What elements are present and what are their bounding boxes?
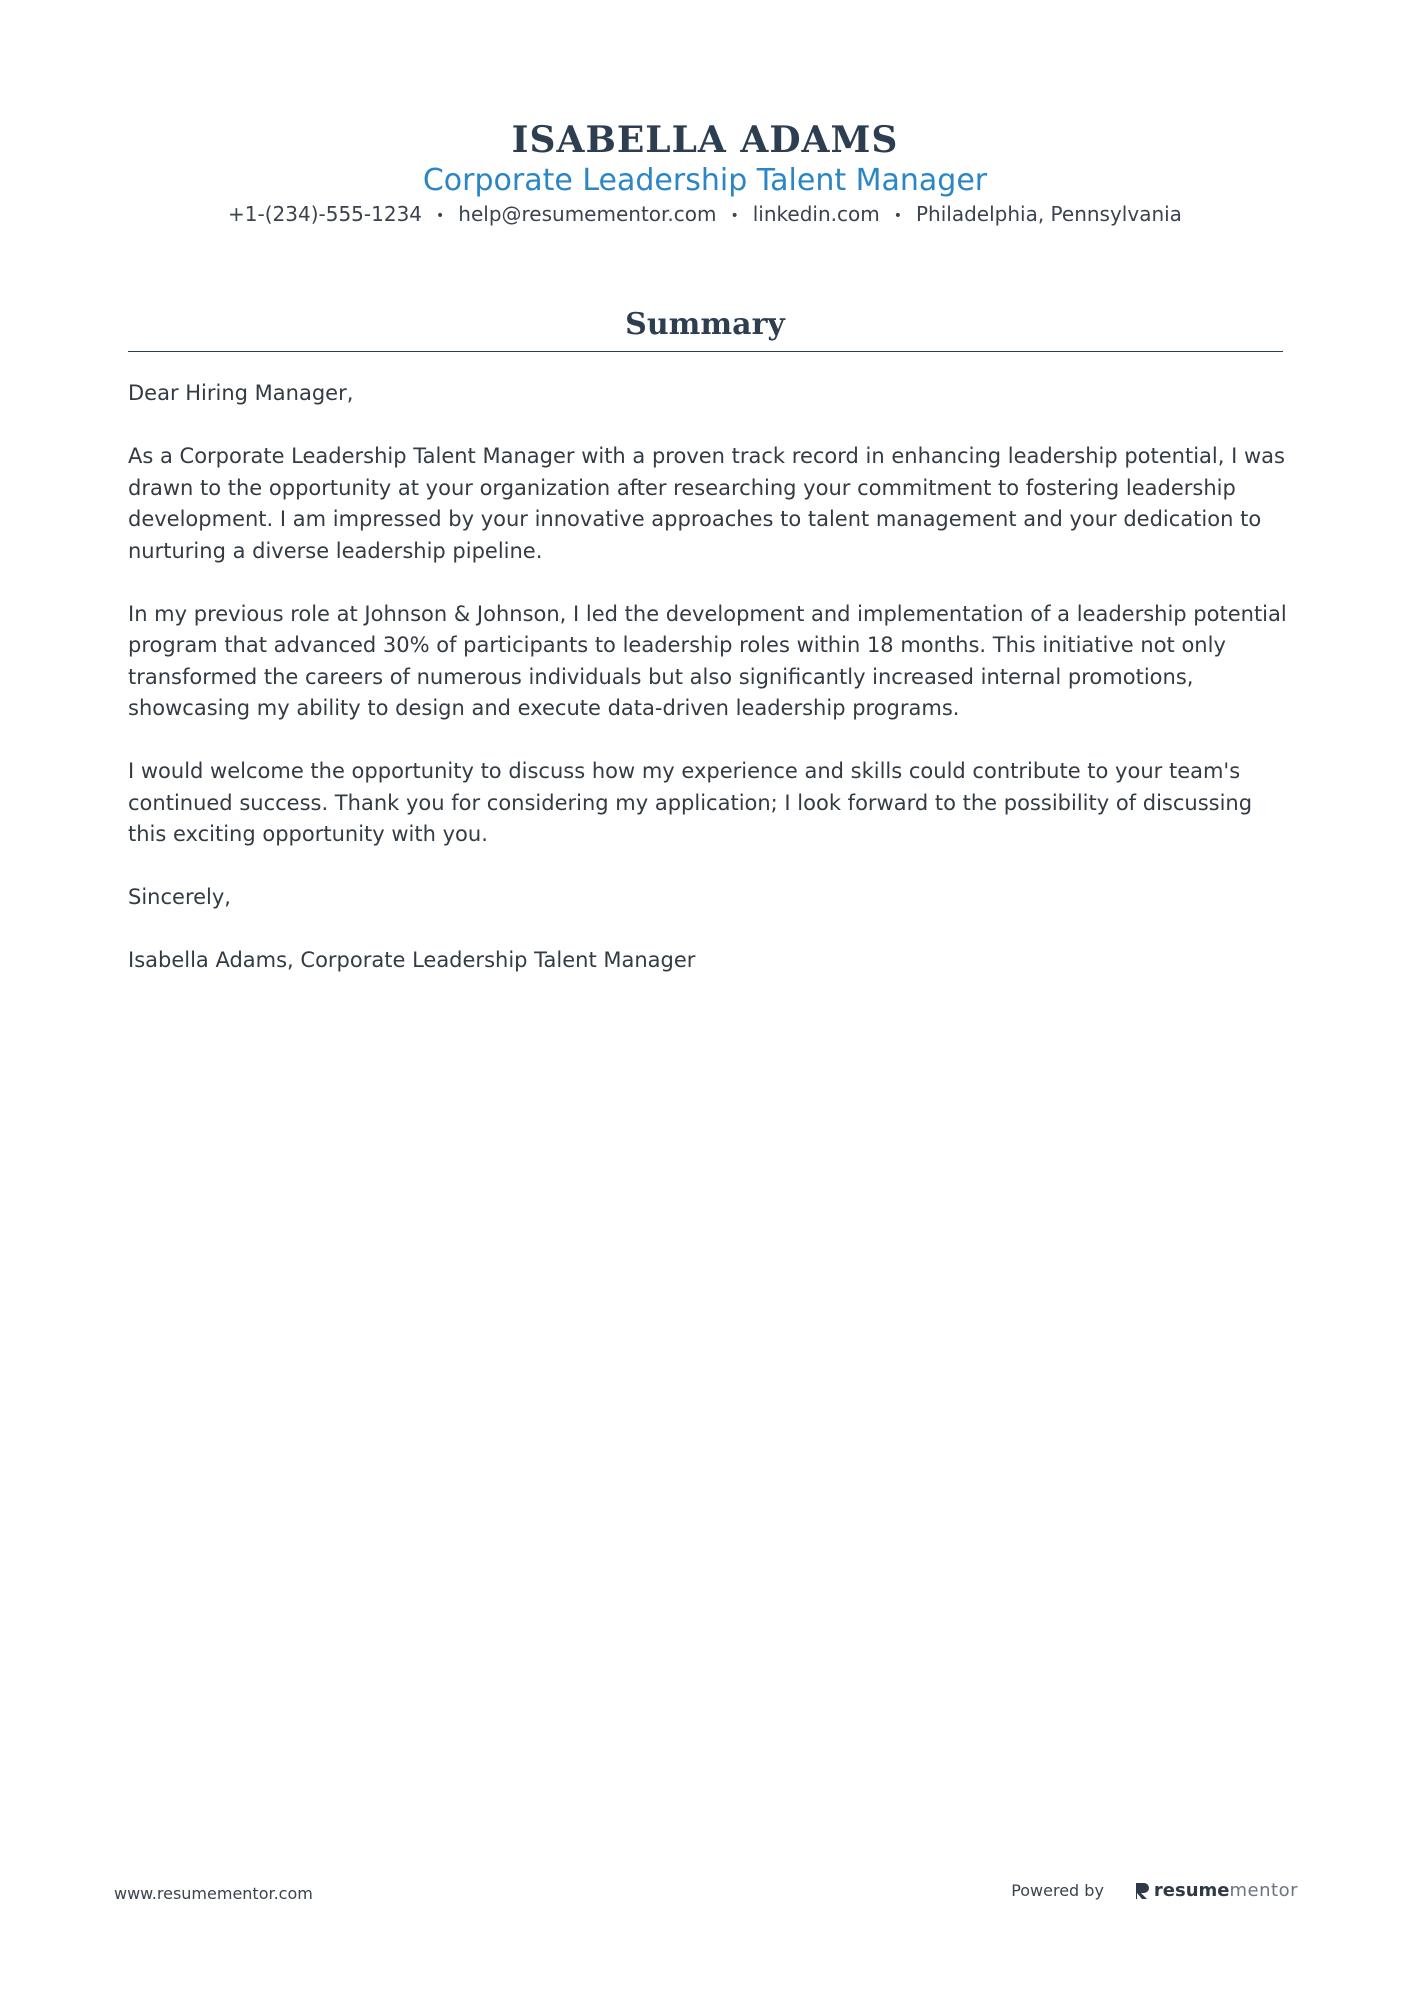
applicant-name: ISABELLA ADAMS <box>511 119 899 161</box>
contact-linkedin[interactable]: linkedin.com <box>752 202 880 226</box>
footer-website[interactable]: www.resumementor.com <box>114 1884 313 1903</box>
letter-paragraph: As a Corporate Leadership Talent Manager with a proven track record in enhancing leadership potential, I was drawn to the opportunity at your organization after researching your commitment to fostering leadership development. I am impressed by your innovative approaches to talent management and your dedication to nurturing a diverse leadership pipeline. <box>128 444 1285 563</box>
contact-line <box>0 200 1410 230</box>
separator-dot: • <box>730 207 739 224</box>
powered-by-label: Powered by <box>1011 1881 1104 1900</box>
letter-paragraph: I would welcome the opportunity to discuss how my experience and skills could contribute to your team's continued success. Thank you for considering my application; I look forward to the possibility of discussing this exciting opportunity with you. <box>128 759 1253 846</box>
brand-logo[interactable] <box>1134 1880 1298 1901</box>
letter-closing: Sincerely, <box>128 885 231 909</box>
brand-name-part1: resume <box>1153 1880 1230 1901</box>
letter-paragraph: In my previous role at Johnson & Johnson, I led the development and implementation of a leadership potential program that advanced 30% of participants to leadership roles within 18 months. This initiative not only transformed the careers of numerous individuals but also significantly increased internal promotions, showcasing my ability to design and execute data-driven leadership programs. <box>128 601 1287 720</box>
separator-dot: • <box>893 207 902 224</box>
resumementor-logo-icon <box>1134 1881 1150 1901</box>
letter-signature: Isabella Adams, Corporate Leadership Talent Manager <box>128 948 696 972</box>
letter-body <box>128 378 1288 1008</box>
section-divider <box>128 351 1283 352</box>
contact-email[interactable]: help@resumementor.com <box>458 202 717 226</box>
footer-branding <box>1011 1880 1298 1901</box>
brand-name-part2: mentor <box>1229 1880 1298 1901</box>
header <box>0 118 1410 230</box>
contact-location: Philadelphia, Pennsylvania <box>915 202 1182 226</box>
job-title: Corporate Leadership Talent Manager <box>422 163 988 198</box>
letter-greeting: Dear Hiring Manager, <box>128 381 354 405</box>
contact-phone: +1-(234)-555-1234 <box>228 202 423 226</box>
separator-dot: • <box>436 207 445 224</box>
section-heading-summary: Summary <box>625 307 785 342</box>
